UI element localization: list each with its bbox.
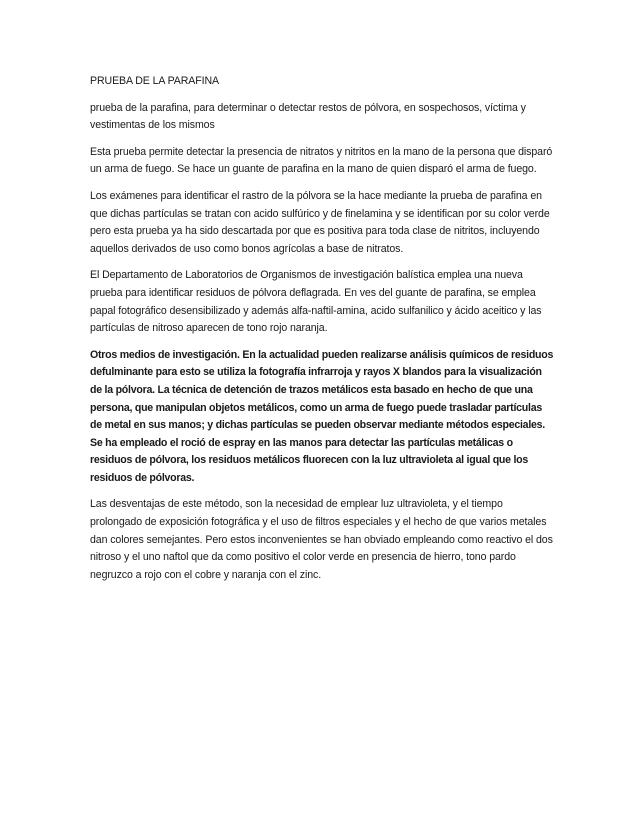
paragraph-purpose: Esta prueba permite detectar la presencia de nitratos y nitritos en la mano de la persona que disparó un arma de fuego. Se hace un guante de parafina en la mano de quien disparó el arma de fuego. — [90, 145, 553, 176]
paragraph-disadvantages: Las desventajas de este método, son la necesidad de emplear luz ultravioleta, y el tiempo prolongado de exposición fotográfica y el uso de filtros especiales y el hecho de que varios metales dan colores semejantes. Pero estos inconvenientes se han obviado empleando como reactivo el dos nitroso y el uno naftol que da como positivo el color verde en presencia de hierro, tono pardo negruzco a rojo con el cobre y naranja con el zinc. — [90, 498, 553, 581]
document-body — [90, 73, 555, 593]
paragraph-other-methods: Otros medios de investigación. En la actualidad pueden realizarse análisis químicos de residuos defulminante para esto se utiliza la fotografía infrarroja y rayos X blandos para la visualización de la pólvora. La técnica de detención de trazos metálicos esta basado en hecho de que una persona, que manipulan objetos metálicos, como un arma de fuego puede trasladar partículas de metal en sus manos; y dichas partículas se pueden observar mediante métodos especiales. Se ha empleado el roció de espray en las manos para detectar las partículas metálicas o residuos de pólvora, los residuos metálicos fluorecen con la luz ultravioleta al igual que los residuos de pólvoras. — [90, 348, 554, 484]
document-title: PRUEBA DE LA PARAFINA — [90, 75, 219, 87]
paragraph-intro: prueba de la parafina, para determinar o detectar restos de pólvora, en sospechosos, víctima y vestimentas de los mismos — [90, 101, 526, 132]
paragraph-exams: Los exámenes para identificar el rastro de la pólvora se la hace mediante la prueba de parafina en que dichas partículas se tratan con acido sulfúrico y de finelamina y se identifican por su color verde pero esta prueba ya ha sido descartada por que es positiva para toda clase de nitritos, incluyendo aquellos derivados de uso como bonos agrícolas a base de nitratos. — [90, 189, 550, 255]
paragraph-laboratory: El Departamento de Laboratorios de Organismos de investigación balística emplea una nueva prueba para identificar residuos de pólvora deflagrada. En ves del guante de parafina, se emplea papal fotográfico desensibilizado y además alfa-naftil-amina, acido sulfanilico y ácido aceitico y las partículas de nitroso aparecen de tono rojo naranja. — [90, 269, 542, 335]
